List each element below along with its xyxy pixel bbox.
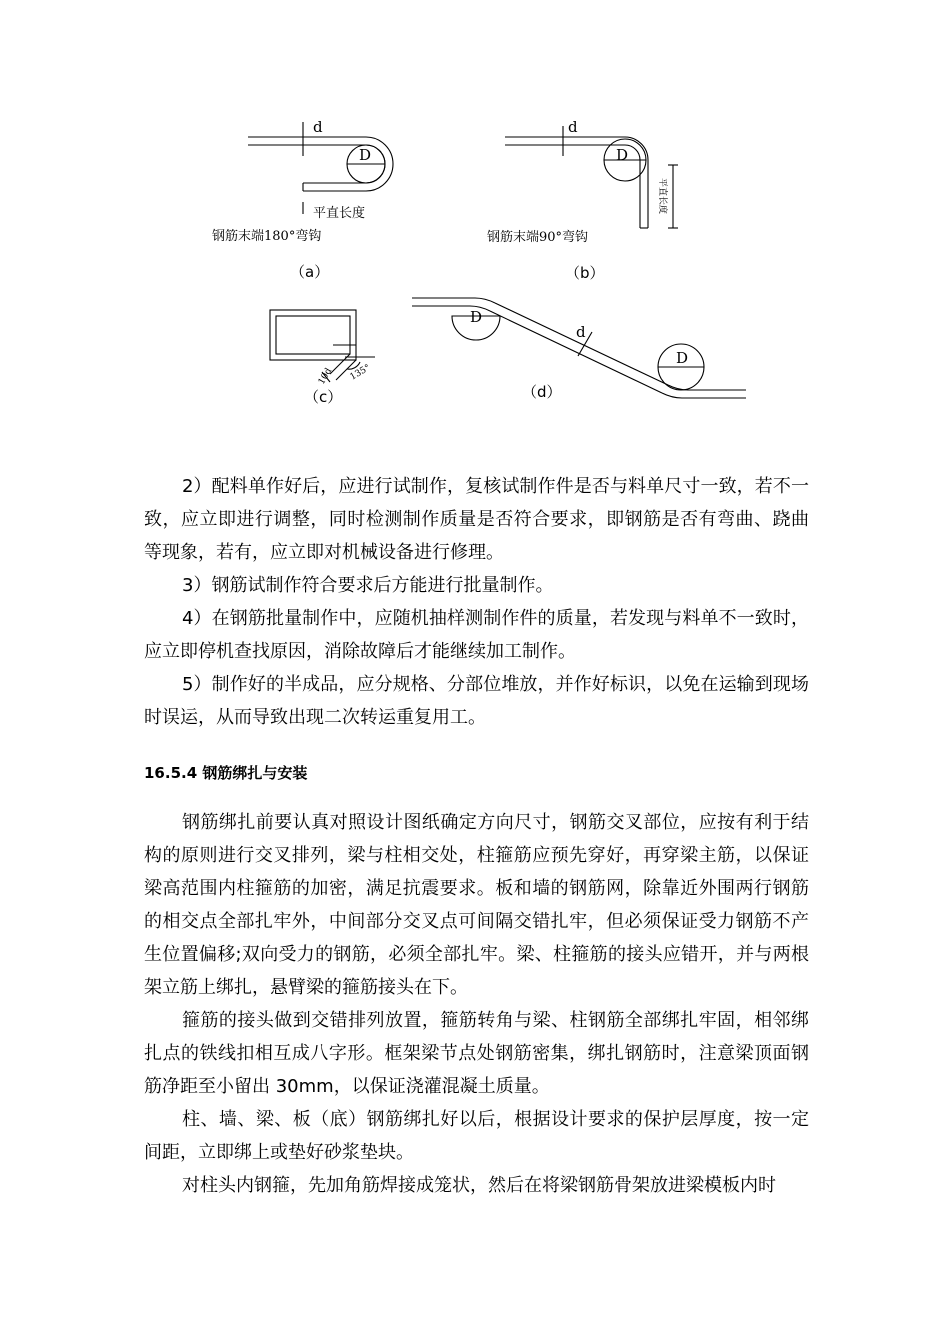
paragraph: 5）制作好的半成品，应分规格、分部位堆放，并作好标识，以免在运输到现场时误运，从而导致出现二次转运重复用工。 (144, 674, 809, 728)
bent-bar-D1-label: D (470, 308, 483, 326)
hook-90-drawing (505, 126, 678, 228)
bent-bar-D2-label: D (676, 349, 689, 367)
paragraph: 钢筋绑扎前要认真对照设计图纸确定方向尺寸，钢筋交叉部位，应按有利于结构的原则进行交叉排列，梁与柱相交处，柱箍筋应预先穿好，再穿梁主筋，以保证梁高范围内柱箍筋的加密，满足抗震要求。板和墙的钢筋网，除靠近外围两行钢筋的相交点全部扎牢外，中间部分交叉点可间隔交错扎牢，但必须保证受力钢筋不产生位置偏移;双向受力的钢筋，必须全部扎牢。梁、柱箍筋的接头应错开，并与两根架立筋上绑扎，悬臂梁的箍筋接头在下。 (144, 812, 809, 998)
hook-90-d-label: d (568, 118, 578, 136)
paragraph: 3）钢筋试制作符合要求后方能进行批量制作。 (182, 575, 554, 596)
paragraph: 对柱头内钢箍，先加角筋焊接成笼状，然后在将梁钢筋骨架放进梁模板内时 (182, 1175, 776, 1196)
figure-label-c: （c） (304, 388, 343, 406)
hook-90-D-label: D (616, 146, 629, 164)
bent-bar-d-label: d (576, 323, 586, 341)
production-steps (144, 470, 809, 734)
figure-label-d: （d） (522, 383, 562, 401)
section-heading: 16.5.4 钢筋绑扎与安装 (144, 764, 308, 782)
hook-180-D-label: D (359, 146, 372, 164)
hook-180-length-label: 平直长度 (313, 206, 366, 221)
hook-90-caption: 钢筋末端90°弯钩 (487, 230, 589, 245)
stirrup-dim-label: 10d (316, 366, 335, 387)
paragraph: 4）在钢筋批量制作中，应随机抽样测制作件的质量，若发现与料单不一致时，应立即停机查找原因，消除故障后才能继续加工制作。 (144, 608, 809, 662)
bent-bar-drawing (412, 298, 746, 398)
hook-180-caption: 钢筋末端180°弯钩 (212, 229, 322, 244)
paragraph: 2）配料单作好后，应进行试制作，复核试制作件是否与料单尺寸一致，若不一致，应立即进行调整，同时检测制作质量是否符合要求，即钢筋是否有弯曲、跷曲等现象，若有，应立即对机械设备进行修理。 (144, 476, 809, 563)
rebar-hook-figure (0, 0, 950, 440)
hook-90-length-label: 平直长度 (657, 178, 667, 215)
stirrup-angle-label: 135° (348, 363, 373, 383)
paragraph: 箍筋的接头做到交错排列放置，箍筋转角与梁、柱钢筋全部绑扎牢固，相邻绑扎点的铁线扣相互成八字形。框架梁节点处钢筋密集，绑扎钢筋时，注意梁顶面钢筋净距至小留出 30mm，以保证浇灌混凝土质量。 (144, 1010, 809, 1097)
binding-section (144, 806, 809, 1202)
paragraph: 柱、墙、梁、板（底）钢筋绑扎好以后，根据设计要求的保护层厚度，按一定间距，立即绑上或垫好砂浆垫块。 (144, 1109, 809, 1163)
figure-label-a: （a） (290, 263, 330, 281)
hook-180-d-label: d (313, 118, 323, 136)
figure-label-b: （b） (565, 264, 605, 282)
